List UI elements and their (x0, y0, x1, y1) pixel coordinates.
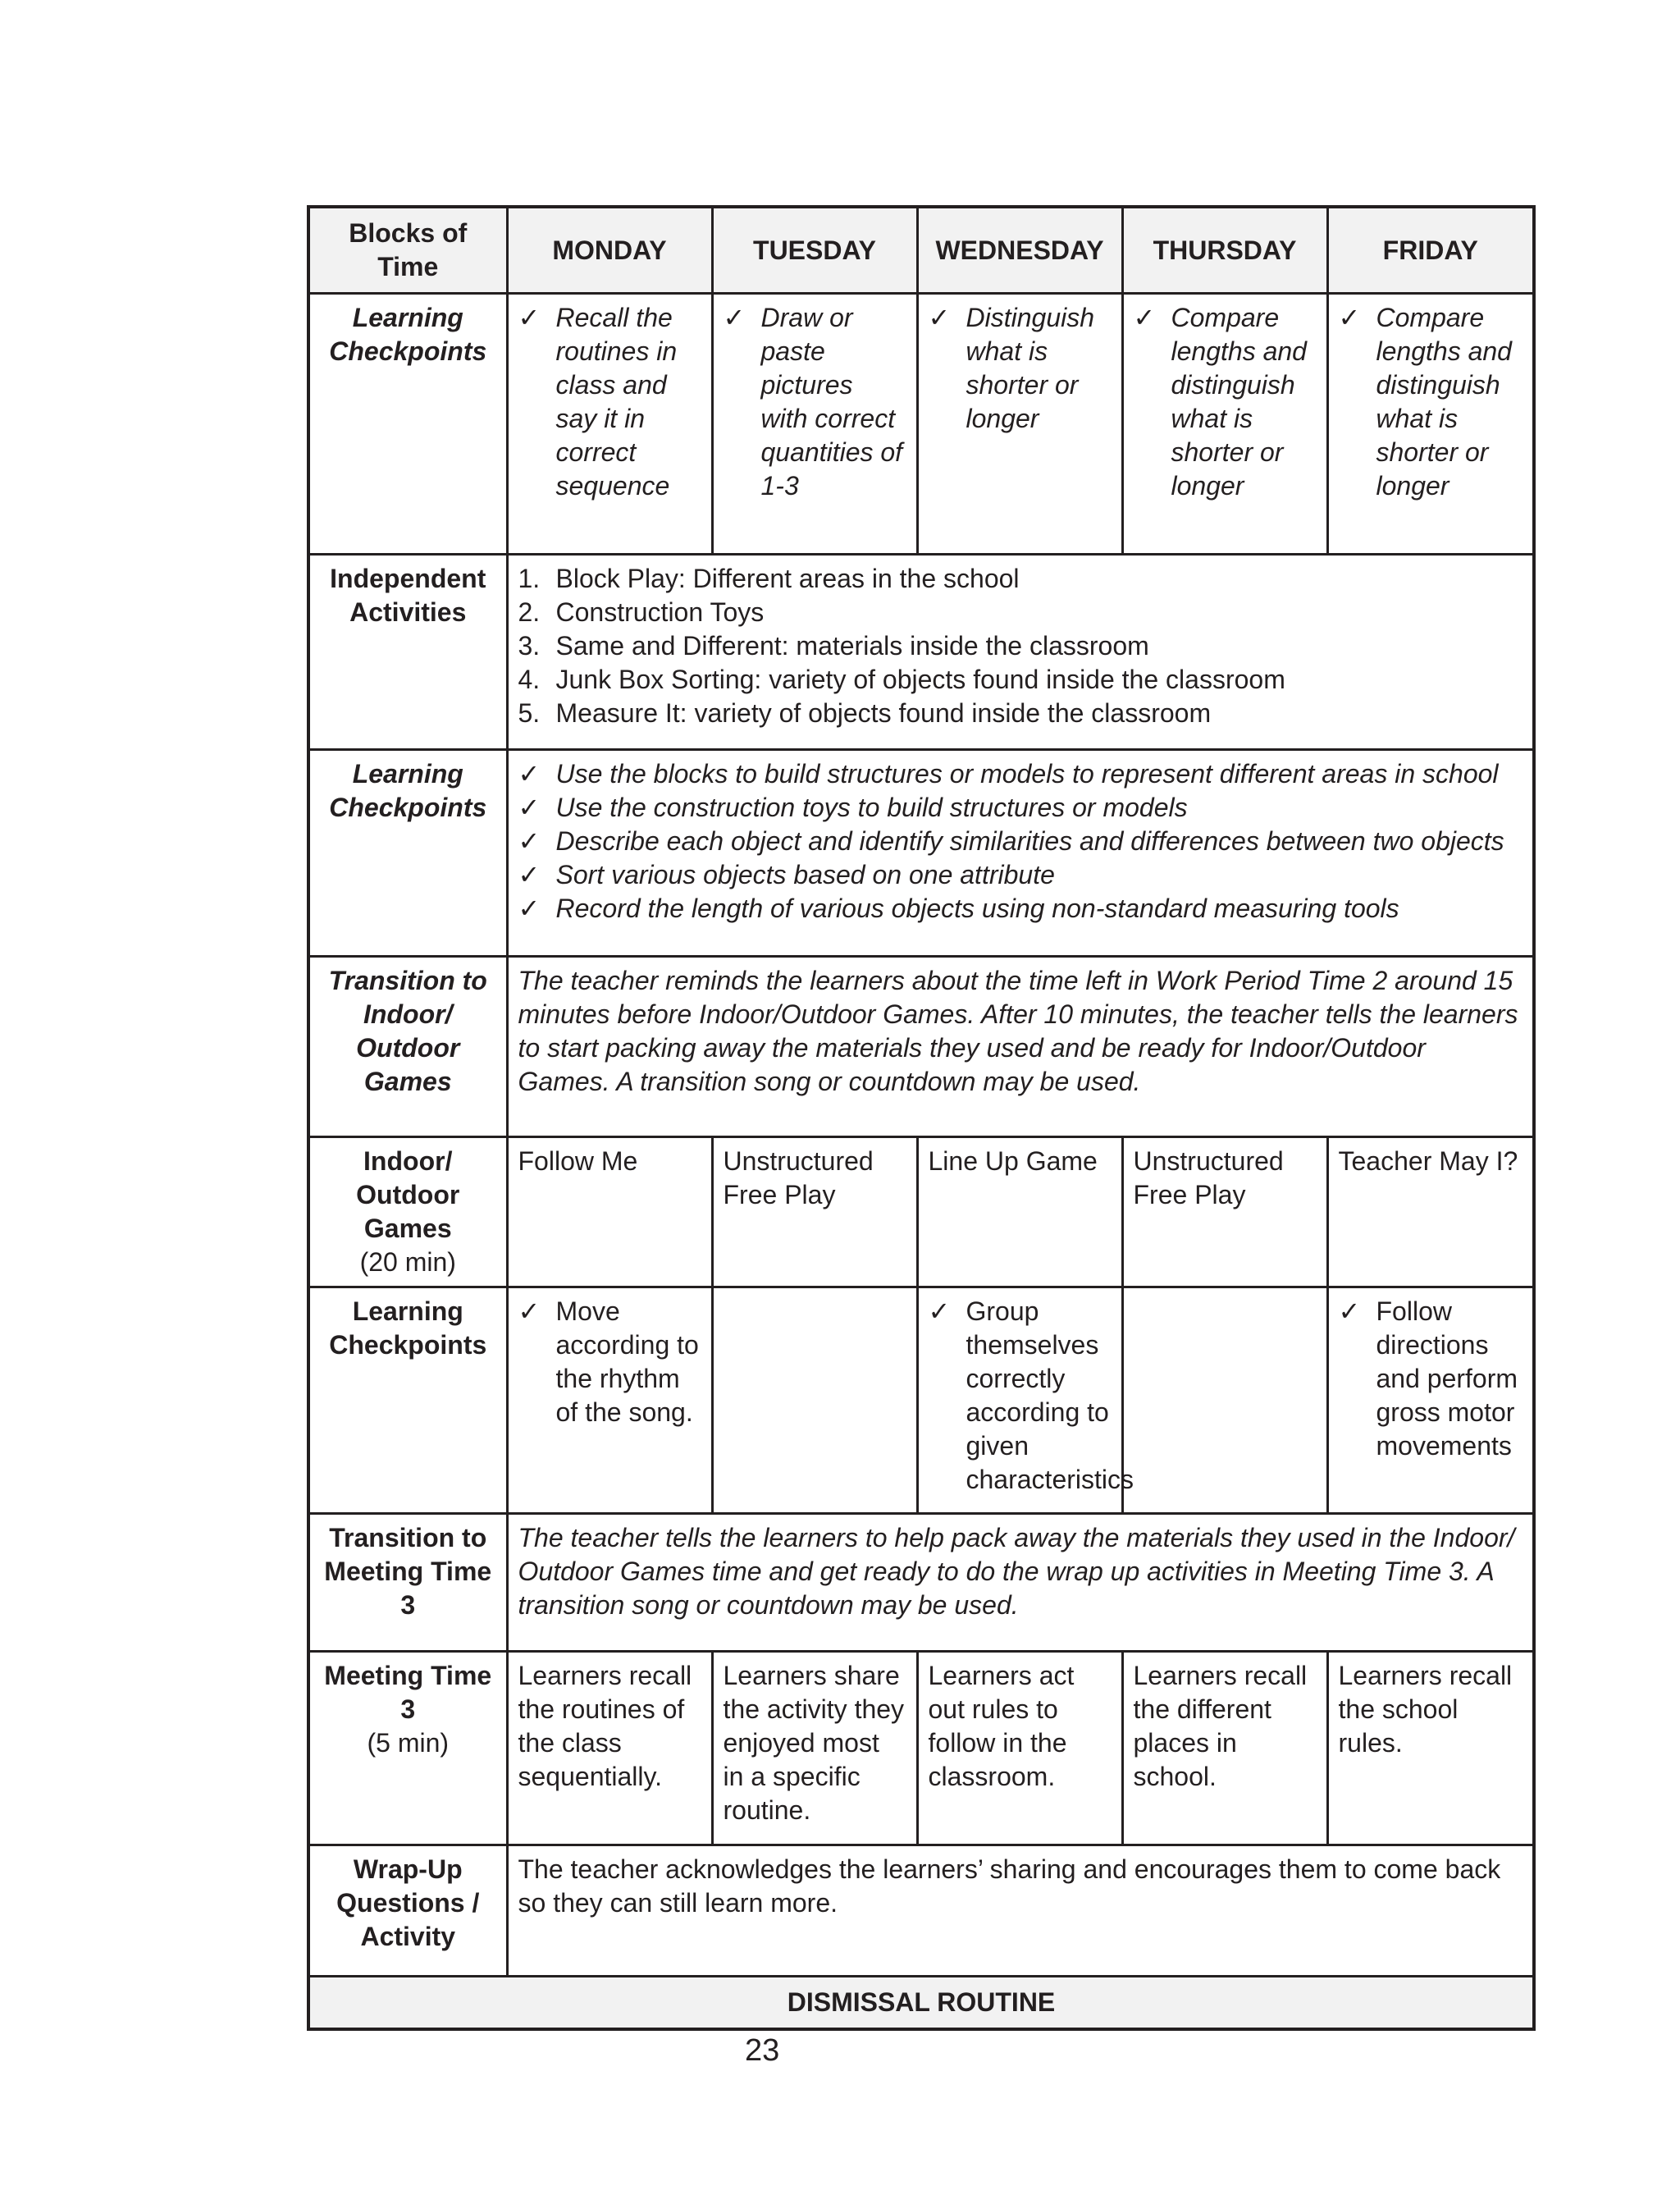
learning-checkpoints-row-3 (308, 1287, 1534, 1514)
thursday-meeting: Learners recall the different places in school. (1122, 1652, 1327, 1845)
tuesday-checkpoint (712, 1287, 917, 1514)
indoor-outdoor-games-row (308, 1137, 1534, 1287)
check-icon: ✓ (518, 759, 541, 789)
friday-meeting: Learners recall the school rules. (1327, 1652, 1534, 1845)
thursday-game: Unstructured Free Play (1122, 1137, 1327, 1287)
check-icon: ✓ (518, 793, 541, 822)
friday-checkpoint: ✓ Compare lengths and distinguish what is shorter or longer (1327, 294, 1534, 555)
transition-text: The teacher tells the learners to help pack away the materials they used in the Indoor/ Outdoor Games time and get ready to do the wrap up activities in Meeting Time 3. A transition song or countdown may be used. (507, 1514, 1534, 1652)
check-icon: ✓ (1133, 303, 1156, 332)
check-icon: ✓ (928, 1296, 951, 1326)
friday-game: Teacher May I? (1327, 1137, 1534, 1287)
friday-header: FRIDAY (1327, 207, 1534, 294)
thursday-checkpoint: ✓ Compare lengths and distinguish what is shorter or longer (1122, 294, 1327, 555)
row-label: Independent Activities (308, 555, 507, 750)
check-icon: ✓ (928, 303, 951, 332)
list-item: ✓ Sort various objects based on one attribute (518, 858, 1523, 892)
list-item: ✓ Use the blocks to build structures or models to represent different areas in school (518, 757, 1523, 791)
wednesday-checkpoint: ✓ Distinguish what is shorter or longer (917, 294, 1122, 555)
friday-checkpoint: ✓ Follow directions and perform gross motor movements (1327, 1287, 1534, 1514)
list-item: ✓ Describe each object and identify similarities and differences between two objects (518, 825, 1523, 858)
schedule-table (307, 205, 1536, 2031)
transition-meeting-row (308, 1514, 1534, 1652)
check-icon: ✓ (1338, 303, 1361, 332)
list-item: ✓ Use the construction toys to build structures or models (518, 791, 1523, 825)
list-item: 2. Construction Toys (518, 597, 765, 627)
check-icon: ✓ (518, 826, 541, 856)
meeting-time-row (308, 1652, 1534, 1845)
row-label: Meeting Time 3 (5 min) (308, 1652, 507, 1845)
dismissal-row (308, 1977, 1534, 2030)
monday-meeting: Learners recall the routines of the class sequentially. (507, 1652, 712, 1845)
header-row (308, 207, 1534, 294)
wednesday-game: Line Up Game (917, 1137, 1122, 1287)
tuesday-header: TUESDAY (712, 207, 917, 294)
blocks-of-time-header: Blocks of Time (308, 207, 507, 294)
thursday-header: THURSDAY (1122, 207, 1327, 294)
list-item: ✓ Record the length of various objects using non-standard measuring tools (518, 892, 1523, 926)
monday-header: MONDAY (507, 207, 712, 294)
row-label: Learning Checkpoints (308, 1287, 507, 1514)
tuesday-checkpoint: ✓ Draw or paste pictures with correct quantities of 1-3 (712, 294, 917, 555)
wrap-up-row (308, 1845, 1534, 1977)
thursday-checkpoint (1122, 1287, 1327, 1514)
learning-checkpoints-row-1 (308, 294, 1534, 555)
monday-game: Follow Me (507, 1137, 712, 1287)
tuesday-meeting: Learners share the activity they enjoyed most in a specific routine. (712, 1652, 917, 1845)
tuesday-game: Unstructured Free Play (712, 1137, 917, 1287)
dismissal-routine: DISMISSAL ROUTINE (308, 1977, 1534, 2030)
check-icon: ✓ (518, 894, 541, 923)
monday-checkpoint: ✓ Recall the routines in class and say it in correct sequence (507, 294, 712, 555)
check-icon: ✓ (518, 860, 541, 889)
check-icon: ✓ (518, 303, 541, 332)
row-label: Learning Checkpoints (308, 294, 507, 555)
list-item: 5. Measure It: variety of objects found inside the classroom (518, 698, 1212, 728)
list-item: 3. Same and Different: materials inside the classroom (518, 631, 1149, 661)
row-label: Wrap-Up Questions / Activity (308, 1845, 507, 1977)
learning-checkpoints-row-2 (308, 750, 1534, 957)
check-icon: ✓ (518, 1296, 541, 1326)
row-label: Learning Checkpoints (308, 750, 507, 957)
checkpoint-list (507, 750, 1534, 957)
monday-checkpoint: ✓ Move according to the rhythm of the song. (507, 1287, 712, 1514)
check-icon: ✓ (723, 303, 746, 332)
independent-activities-row (308, 555, 1534, 750)
row-label: Transition to Meeting Time 3 (308, 1514, 507, 1652)
wednesday-checkpoint: ✓ Group themselves correctly according to given characteristics (917, 1287, 1122, 1514)
wednesday-meeting: Learners act out rules to follow in the classroom. (917, 1652, 1122, 1845)
row-label: Indoor/ Outdoor Games (20 min) (308, 1137, 507, 1287)
list-item: 1. Block Play: Different areas in the school (518, 564, 1020, 593)
wednesday-header: WEDNESDAY (917, 207, 1122, 294)
transition-text: The teacher reminds the learners about the time left in Work Period Time 2 around 15 minutes before Indoor/Outdoor Games. After 10 minutes, the teacher tells the learners to start packing away the materials they used and be ready for Indoor/Outdoor Games. A transition song or countdown may be used. (507, 957, 1534, 1137)
independent-activities-list (507, 555, 1534, 750)
wrap-up-text: The teacher acknowledges the learners’ sharing and encourages them to come back so they can still learn more. (507, 1845, 1534, 1977)
check-icon: ✓ (1338, 1296, 1361, 1326)
row-label: Transition to Indoor/ Outdoor Games (308, 957, 507, 1137)
list-item: 4. Junk Box Sorting: variety of objects found inside the classroom (518, 665, 1285, 694)
transition-indoor-row (308, 957, 1534, 1137)
